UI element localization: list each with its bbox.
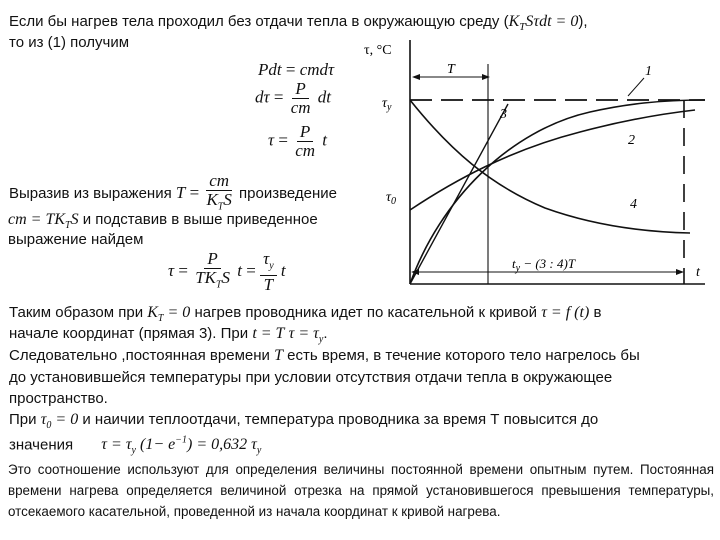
ty-arrow-right (676, 269, 684, 275)
p6-tau: τ (40, 411, 47, 428)
T-arrow-left (412, 74, 420, 80)
p2-text-a: начале координат (прямая 3). При (9, 325, 249, 342)
middle-text-b: произведение (239, 185, 338, 203)
p7-sup: −1 (175, 435, 187, 446)
final-den1: TK (195, 268, 216, 287)
p7-mid: (1− e (136, 436, 176, 454)
para-line-4: до установившейся температуры при условии отсутствия отдачи тепла в окружающее (9, 369, 613, 386)
final-equation: τ = $\frac{P}{TK_TS}$ t = $\frac{\tau_y}{T}$ t (168, 249, 286, 295)
eq3-tail: t (322, 130, 327, 150)
curve-1-label: 1 (645, 64, 652, 79)
para-line-3 (9, 347, 640, 364)
p2-formula-1: t = T (252, 325, 285, 342)
ty-label: $t_y - (3$ : 4)T (512, 256, 576, 274)
formula-eq: = 0 (551, 13, 579, 30)
para-line-2 (9, 325, 328, 348)
para-line-1 (9, 304, 601, 327)
cm-formula-S: S (70, 211, 79, 228)
p3-text-a: Следовательно ,постоянная времени (9, 347, 270, 364)
para-line-5: пространство. (9, 390, 108, 407)
eq2-den: cm (290, 98, 311, 117)
T-den: K (206, 190, 218, 209)
curve-2-label: 2 (628, 133, 635, 148)
middle-text-c: и подставив в выше приведенное (82, 211, 318, 228)
final-num2: τ (263, 249, 270, 268)
T-den-sub: T (217, 201, 224, 213)
eq2-left: dτ (255, 87, 270, 107)
t-axis-label: t (696, 265, 700, 280)
curve-4 (410, 100, 690, 233)
T-den-tail: S (223, 190, 232, 209)
equation-3: τ = $\frac{P}{cm}$ t (268, 122, 327, 160)
p6-text-a: При (9, 411, 37, 428)
formula-K: K (508, 13, 520, 30)
T-arrow-right (482, 74, 490, 80)
final-t2: t (280, 261, 286, 281)
middle-line-3: выражение найдем (8, 231, 144, 248)
p2-formula-sub: y (318, 334, 324, 346)
bottom-paragraph-text: Это соотношение используют для определения величины постоянной времени опытным путем. Постоянная времени нагрева определяется величиной отрезка на прямой установившегося превышения температуры, отсекаемого касательной, проведенной из начала координат к кривой нагрева. (8, 462, 714, 519)
final-t1: t (237, 261, 243, 281)
p7-sub2: y (256, 445, 262, 457)
para-line-7 (9, 432, 261, 460)
curve-1-leader (628, 78, 644, 96)
p3-T: T (274, 347, 283, 364)
T-num: cm (206, 172, 232, 191)
intro-line-2: то из (1) получим (9, 34, 130, 51)
eq2-num: P (292, 80, 308, 99)
final-num1: P (204, 250, 220, 269)
p6-text-b: и наичии теплоотдачи, температура проводника за время Т повысится до (78, 411, 599, 428)
middle-line-1: Выразив из выражения T = $\frac{cm}{K_TS}$ произведение (9, 171, 338, 213)
p1-text-a: Таким образом при (9, 304, 144, 321)
formula-sub: T (519, 21, 526, 34)
p1-text-c: в (589, 304, 602, 321)
formula-tail: Sτdt (525, 13, 552, 30)
p3-text-b: есть время, в течение которого тело нагрелось бы (282, 347, 640, 364)
intro-line-1 (9, 13, 588, 36)
p2-formula-2: τ = τ (288, 325, 319, 342)
p1-K-sub: T (157, 313, 164, 325)
cm-formula-sub: T (65, 220, 71, 232)
eq3-num: P (297, 123, 313, 142)
curve-4-label: 4 (630, 197, 637, 212)
p1-eq: = 0 (163, 304, 191, 321)
p7-text-a: значения (9, 436, 74, 454)
final-left: τ (168, 261, 175, 281)
eq3-left: τ (268, 130, 275, 150)
T-symbol: T (175, 183, 186, 203)
equation-2: dτ = $\frac{P}{cm}$ dt (255, 79, 331, 117)
heating-curve-figure (360, 40, 710, 295)
para-line-6 (9, 411, 598, 434)
final-num2-sub: y (269, 260, 274, 272)
tangent-line-3 (410, 104, 508, 284)
tau-y-label: $\tau_y$ (382, 96, 392, 113)
cm-formula: cm = TK (8, 211, 66, 228)
T-label: T (447, 62, 455, 77)
p7-end: ) = 0,632 τ (186, 436, 257, 454)
curve-3-label: 3 (500, 107, 507, 122)
p6-eq: = 0 (51, 411, 79, 428)
p7-sub: y (131, 445, 136, 457)
intro-end: ), (578, 13, 588, 30)
final-den1-tail: S (221, 268, 231, 287)
equation-1: Pdt = cmdτ (258, 60, 335, 79)
y-axis-label: τ, °C (364, 43, 392, 58)
eq1-right: cmdτ (299, 60, 335, 79)
tau-0-label: $\tau_0$ (386, 190, 397, 207)
p1-function: τ = f (t) (541, 304, 590, 321)
intro-text: Если бы нагрев тела проходил без отдачи тепла в окружающую среду ( (9, 13, 509, 30)
middle-text-a: Выразив из выражения (9, 185, 172, 203)
bottom-paragraph (8, 459, 714, 522)
p1-K: K (147, 304, 158, 321)
p2-end: . (323, 325, 328, 342)
p6-tau-sub: 0 (46, 420, 52, 432)
eq3-den: cm (295, 141, 316, 160)
p7-formula: τ = τ (101, 436, 132, 454)
final-den2: T (263, 275, 274, 295)
eq2-tail: dt (317, 87, 331, 107)
final-den1-sub: T (215, 279, 222, 291)
eq1-left: Pdt (258, 60, 282, 79)
p1-text-b: нагрев проводника идет по касательной к кривой (190, 304, 538, 321)
